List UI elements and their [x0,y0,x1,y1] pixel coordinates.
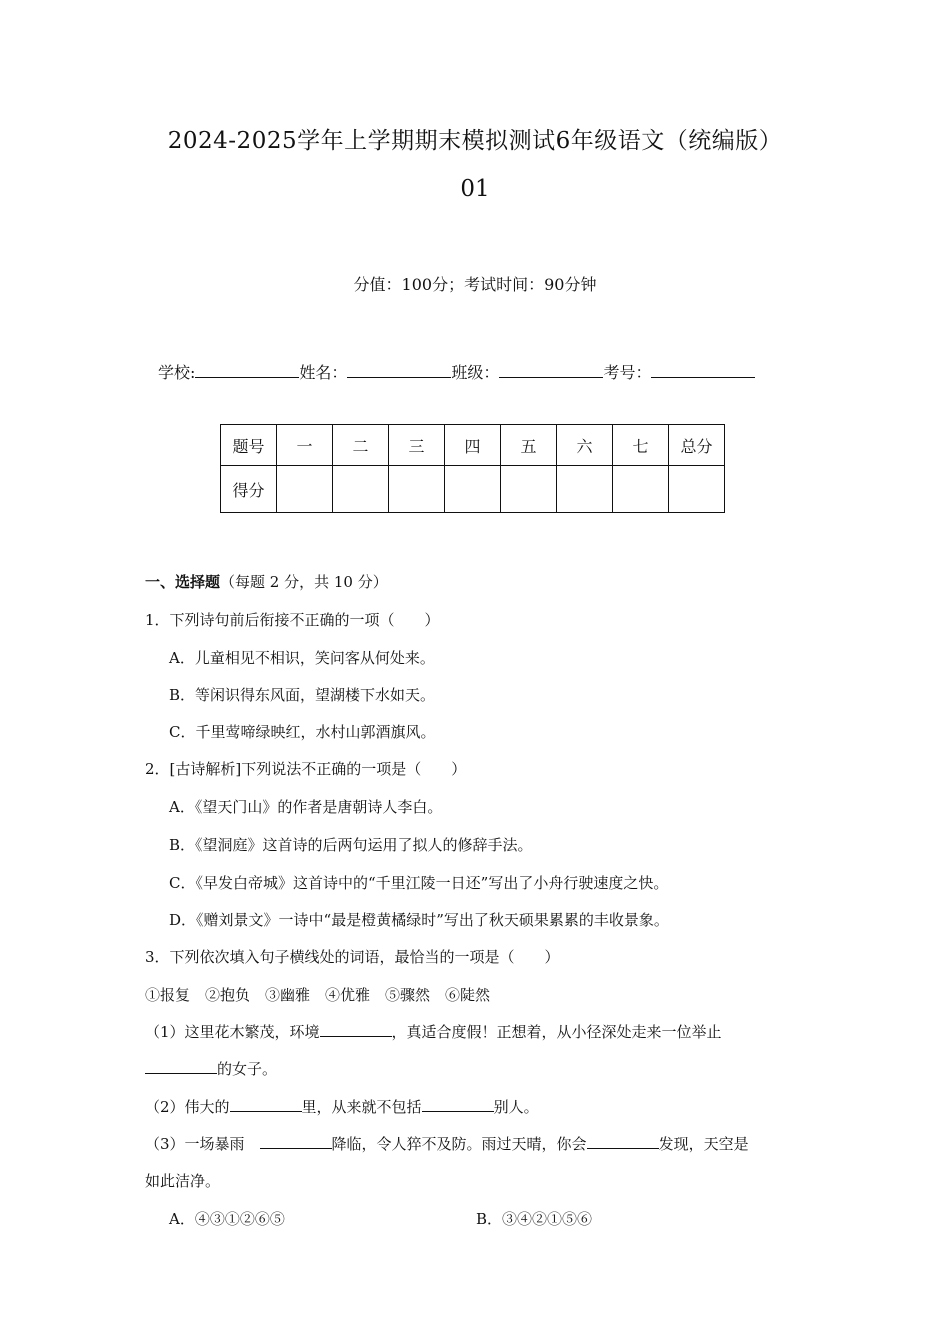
q1-stem: 1．下列诗句前后衔接不正确的一项（ ） [145,611,440,629]
header-cell: 四 [445,425,501,466]
name-label: 姓名： [299,363,348,382]
q3-s3-text-a: （3）一场暴雨 [145,1135,260,1153]
score-cell[interactable] [277,466,333,513]
q1-option-a: A．儿童相见不相识，笑问客从何处来。 [169,649,435,667]
score-cell[interactable] [557,466,613,513]
score-cell[interactable] [389,466,445,513]
name-blank[interactable] [347,363,451,378]
q3-s1-blank-2[interactable] [145,1059,217,1074]
row-label-cell: 得分 [221,466,277,513]
q2-option-c: C．《早发白帝城》这首诗中的“千里江陵一日还”写出了小舟行驶速度之快。 [169,874,669,892]
exam-meta: 分值：100分；考试时间：90分钟 [353,275,597,294]
class-label: 班级： [451,363,500,382]
q3-s3-text-c: 发现，天空是 [658,1135,749,1153]
q3-sentence-3 [145,1133,749,1154]
score-cell[interactable] [501,466,557,513]
exam-no-blank[interactable] [651,363,755,378]
q2-stem: 2．[古诗解析]下列说法不正确的一项是（ ） [145,760,467,778]
q3-s2-blank-2[interactable] [422,1097,494,1112]
q1-option-b: B．等闲识得东风面，望湖楼下水如天。 [169,686,436,704]
class-blank[interactable] [499,363,603,378]
q3-s2-blank-1[interactable] [230,1097,302,1112]
q3-s2-text-c: 别人。 [493,1098,539,1116]
header-cell: 五 [501,425,557,466]
document-title: 2024-2025学年上学期期末模拟测试6年级语文（统编版） [167,128,783,154]
q3-sentence-3-cont: 如此洁净。 [145,1172,221,1190]
score-cell[interactable] [669,466,725,513]
q3-s1-text-b: ，真适合度假！正想着，从小径深处走来一位举止 [391,1023,722,1041]
score-cell[interactable] [613,466,669,513]
q3-sentence-2 [145,1096,539,1117]
section-title: 一、选择题 [145,573,221,591]
q2-option-d: D．《赠刘景文》一诗中“最是橙黄橘绿时”写出了秋天硕果累累的丰收景象。 [169,911,669,929]
q3-s3-blank-2[interactable] [587,1134,659,1149]
q3-option-b: B．③④②①⑤⑥ [476,1210,593,1228]
score-table-header-row [221,425,725,466]
score-cell[interactable] [333,466,389,513]
section-heading [145,571,388,592]
q3-stem: 3．下列依次填入句子横线处的词语，最恰当的一项是（ ） [145,948,560,966]
score-table-score-row [221,466,725,513]
q3-s3-text-b: 降临，令人猝不及防。雨过天晴，你会 [331,1135,587,1153]
score-table [220,424,725,513]
q3-s2-text-b: 里，从来就不包括 [301,1098,422,1116]
header-cell: 三 [389,425,445,466]
q1-option-c: C．千里莺啼绿映红，水村山郭酒旗风。 [169,723,436,741]
q3-s1-blank-1[interactable] [320,1022,392,1037]
q3-sentence-1-cont [145,1058,277,1079]
q3-word-list: ①报复 ②抱负 ③幽雅 ④优雅 ⑤骤然 ⑥陡然 [145,986,491,1004]
q3-s1-text-a: （1）这里花木繁茂，环境 [145,1023,320,1041]
q3-option-a: A．④③①②⑥⑤ [169,1210,285,1228]
header-cell: 七 [613,425,669,466]
score-cell[interactable] [445,466,501,513]
q2-option-b: B．《望洞庭》这首诗的后两句运用了拟人的修辞手法。 [169,836,533,854]
header-cell: 六 [557,425,613,466]
school-blank[interactable] [195,363,299,378]
header-cell: 一 [277,425,333,466]
header-cell: 总分 [669,425,725,466]
q2-option-a: A．《望天门山》的作者是唐朝诗人李白。 [169,798,443,816]
q3-s2-text-a: （2）伟大的 [145,1098,230,1116]
school-label: 学校: [158,363,196,382]
header-cell: 二 [333,425,389,466]
header-cell: 题号 [221,425,277,466]
q3-s3-blank-1[interactable] [260,1134,332,1149]
section-note: （每题 2 分，共 10 分） [220,573,388,591]
student-info-row [158,360,755,383]
document-title-line2: 01 [460,176,490,202]
q3-s1-text-c: 的女子。 [217,1060,278,1078]
q3-sentence-1 [145,1021,722,1042]
exam-no-label: 考号： [603,363,652,382]
